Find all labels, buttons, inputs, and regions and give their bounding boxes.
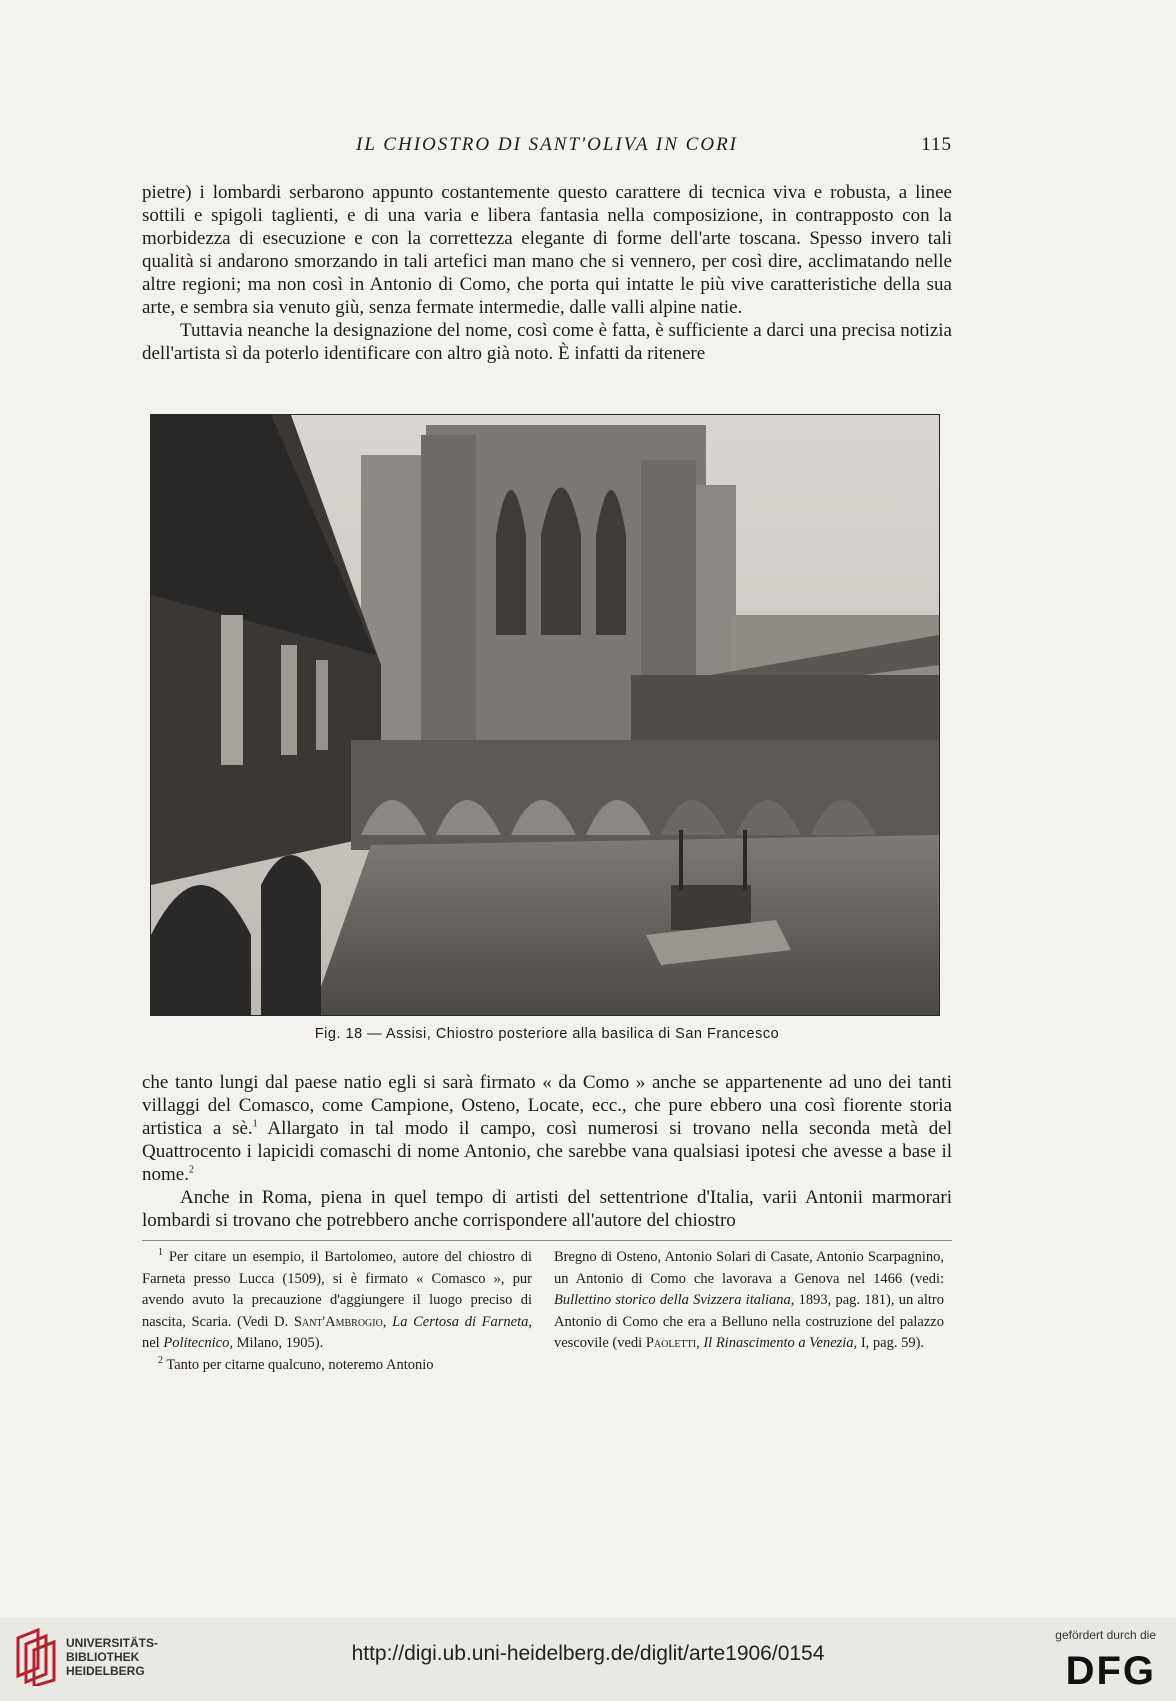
library-name-line: UNIVERSITÄTS-: [66, 1636, 159, 1650]
footnote-2: [142, 1355, 532, 1377]
footnote-reference[interactable]: 2: [188, 1164, 194, 1176]
library-name-line: BIBLIOTHEK: [66, 1650, 140, 1664]
funding-credit: [1016, 1628, 1156, 1694]
footnotes: [142, 1247, 952, 1407]
footnote-1: [142, 1247, 532, 1355]
footnote-author: Paoletti: [645, 1335, 697, 1351]
page-number: 115: [921, 134, 952, 155]
footnote-marker: 2: [158, 1354, 163, 1366]
footnote-author: Sant'Ambrogio: [293, 1313, 383, 1330]
cloister-photo-illustration: [151, 415, 939, 1015]
footnote-text: Bregno di Osteno, Antonio Solari di Casate, Antonio Scarpagnino, un Antonio di Como che lavorava a Genova nel 1466 (vedi:: [554, 1249, 944, 1287]
paragraph: Anche in Roma, piena in quel tempo di artisti del settentrione d'Italia, varii Antonii marmorari lombardi si trovano che potrebbero anche corrispondere all'autore del chiostro: [142, 1187, 952, 1231]
footnote-column-left: [142, 1247, 532, 1376]
paragraph-text: Allargato in tal modo il campo, così numerosi si trovano nella seconda metà del Quattrocento i lapicidi comaschi di nome Antonio, che sarebbe vana qualsiasi ipotesi che avesse a base il nome.: [142, 1118, 952, 1185]
page-header: [142, 134, 952, 160]
footnote-journal: Bullettino storico della Svizzera italiana,: [554, 1292, 795, 1308]
footnote-text: nel: [142, 1335, 164, 1351]
footnote-text: I, pag. 59).: [857, 1335, 925, 1351]
running-title: IL CHIOSTRO DI SANT'OLIVA IN CORI: [356, 134, 738, 155]
footnote-journal: Politecnico,: [163, 1335, 233, 1351]
dfg-logo[interactable]: DFG: [1065, 1649, 1156, 1693]
paragraph-text: che tanto lungi dal paese natio egli si sarà firmato « da Como » anche se appartenente ad uno dei tanti villaggi del Comasco, come Campione, Osteno, Locate, ecc., che pure ebbero una così fiorente storia artistica a sè.: [142, 1072, 952, 1139]
paragraph: Tuttavia neanche la designazione del nome, così come è fatta, è sufficiente a darci una precisa notizia dell'artista sì da poterlo identificare con altro già noto. È infatti da ritenere: [142, 320, 952, 364]
permalink-url[interactable]: http://digi.ub.uni-heidelberg.de/diglit/arte1906/0154: [351, 1642, 825, 1665]
figure-caption: Fig. 18 — Assisi, Chiostro posteriore alla basilica di San Francesco: [314, 1026, 780, 1042]
footnote-title: Il Rinascimento a Venezia,: [703, 1335, 858, 1351]
figure-photograph: [150, 414, 940, 1016]
footnote-text: ,: [382, 1313, 393, 1330]
footnote-column-right: [554, 1247, 944, 1355]
footnote-text: Tanto per citarne qualcuno, noteremo Antonio: [163, 1356, 434, 1373]
footnote-text: ,: [696, 1335, 704, 1351]
footnote-rule: [142, 1240, 952, 1241]
footnote-text: Milano, 1905).: [233, 1335, 324, 1351]
body-text-top: [142, 181, 952, 365]
footnote-marker: 1: [158, 1247, 163, 1259]
footnote-reference[interactable]: 1: [252, 1118, 258, 1130]
footnote-text: Per citare un esempio, il Bartolomeo, autore del chiostro di Farneta presso Lucca (1509), si è firmato « Comasco », pur avendo avuto la precauzione d'aggiungere il luogo preciso di nascita, Scaria. (Vedi D.: [142, 1249, 532, 1330]
footnote-2-continued: [554, 1247, 944, 1355]
library-name-line: HEIDELBERG: [66, 1664, 145, 1678]
footnote-title: La Certosa di Farneta,: [392, 1313, 532, 1330]
funding-label: gefördert durch die: [1055, 1628, 1156, 1642]
paragraph: [142, 1071, 952, 1186]
footnote-text: 1893, pag. 181), un altro Antonio di Como che era a Belluno nella costruzione del palazzo vescovile (vedi: [554, 1292, 944, 1351]
viewer-footer: [0, 1618, 1176, 1701]
body-text-bottom: [142, 1071, 952, 1232]
paragraph: pietre) i lombardi serbarono appunto costantemente questo carattere di tecnica viva e robusta, a linee sottili e spigoli taglienti, e di una varia e libera fantasia nella composizione, in contrapposto con la morbidezza di esecuzione e con la correttezza elegante di forme dell'arte toscana. Spesso invero tali qualità si andarono smorzando in tali artefici man mano che si vennero, per così dire, acclimatando nelle altre regioni; ma non così in Antonio di Como, che porta qui intatte le più vive caratteristiche della sua arte, e sembra sia venuto giù, senza fermate intermedie, dalle valli alpine natie.: [142, 182, 952, 318]
